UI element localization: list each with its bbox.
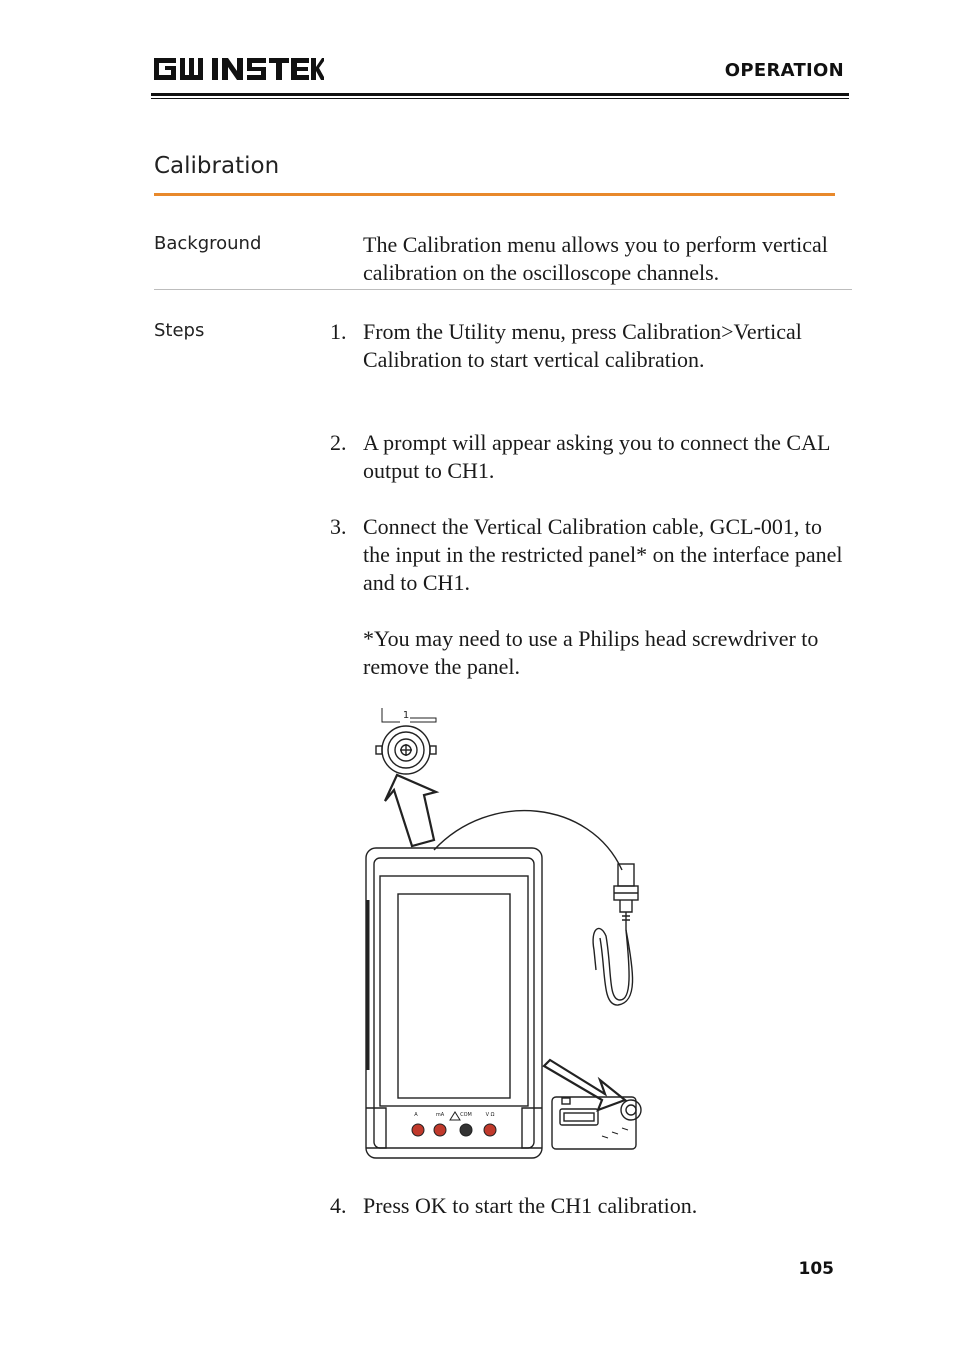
interface-panel-icon — [552, 1097, 641, 1149]
page-number: 105 — [798, 1259, 834, 1279]
section-title: Calibration — [154, 153, 280, 179]
step-number: 3. — [330, 514, 347, 539]
gw-instek-logo — [152, 54, 324, 84]
terminal-label: V Ω — [485, 1112, 495, 1118]
header-rule-thin — [151, 98, 849, 99]
terminal-label: COM — [460, 1112, 472, 1118]
background-text: The Calibration menu allows you to perform vertical calibration on the oscilloscope channels. — [363, 232, 828, 285]
header-section-label: OPERATION — [724, 60, 844, 81]
row-divider — [154, 289, 852, 290]
background-label: Background — [154, 233, 262, 254]
step-number: 1. — [330, 319, 347, 344]
calibration-cable-loop — [593, 928, 629, 1000]
step-number: 4. — [330, 1193, 347, 1218]
up-arrow-icon — [385, 775, 436, 846]
step-text: Press OK to start the CH1 calibration. — [363, 1193, 698, 1218]
oscilloscope-device-icon — [366, 848, 542, 1158]
steps-label: Steps — [154, 320, 205, 341]
title-underline — [154, 193, 835, 196]
step-text: From the Utility menu, press Calibration>Vertical Calibration to start vertical calibration. — [363, 319, 802, 372]
header-rule — [151, 93, 849, 96]
terminal-jacks — [412, 1112, 496, 1136]
calibration-cable-diagram — [350, 700, 650, 1170]
terminal-label: A — [414, 1112, 418, 1118]
step-number: 2. — [330, 430, 347, 455]
screwdriver-note: *You may need to use a Philips head screwdriver to remove the panel. — [363, 626, 819, 679]
terminal-label: mA — [435, 1112, 445, 1118]
calibration-cable — [434, 811, 622, 870]
step-text: A prompt will appear asking you to connect the CAL output to CH1. — [363, 430, 830, 483]
ch1-label: 1 — [402, 710, 410, 721]
down-arrow-icon — [544, 1060, 625, 1110]
bnc-plug-icon — [614, 864, 638, 930]
ch1-bnc-connector-icon — [376, 726, 436, 774]
step-text: Connect the Vertical Calibration cable, GCL-001, to the input in the restricted panel* on the interface panel and to CH1. — [363, 514, 843, 595]
